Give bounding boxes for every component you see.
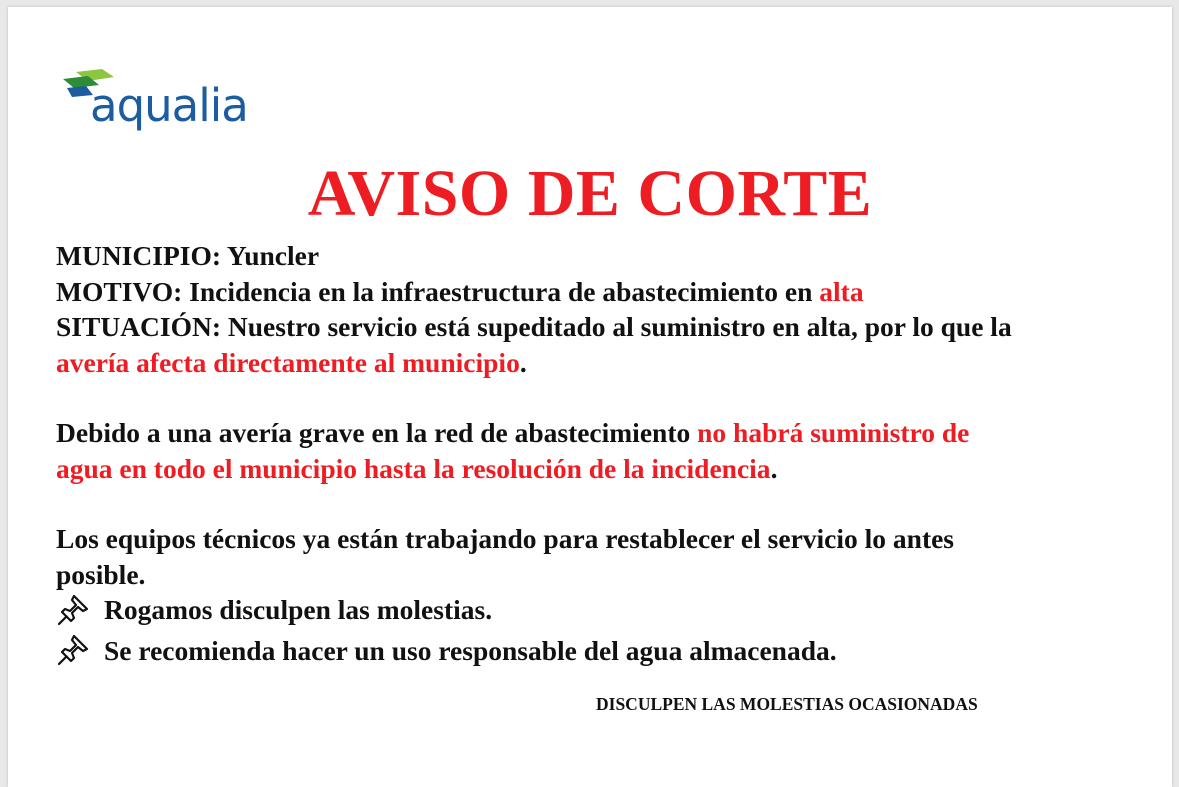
spacer [56, 380, 1136, 415]
municipio-line [56, 238, 1136, 274]
situacion-line-2 [56, 345, 1136, 381]
paragraph-2-line-2: posible. [56, 558, 146, 590]
municipio-value: Yuncler [221, 240, 320, 271]
spacer [56, 486, 1136, 521]
situacion-end: . [519, 346, 527, 378]
situacion-label: SITUACIÓN: [56, 311, 222, 342]
pushpin-icon [56, 593, 90, 627]
notice-body [56, 238, 1136, 668]
motivo-line [56, 274, 1136, 310]
logo-text: aqualia [90, 79, 248, 132]
pushpin-icon [56, 633, 90, 667]
aqualia-logo [58, 65, 258, 145]
motivo-label: MOTIVO: [56, 275, 183, 307]
bullet-item [56, 633, 1136, 669]
paragraph-1-line-1 [56, 415, 1136, 451]
footer-note: DISCULPEN LAS MOLESTIAS OCASIONADAS [596, 694, 978, 714]
notice-title: AVISO DE CORTE [307, 157, 873, 230]
situacion-line [56, 309, 1136, 345]
municipio-label: MUNICIPIO: [56, 240, 221, 271]
situacion-text: Nuestro servicio está supeditado al suministro en alta, por lo que la [221, 311, 1012, 342]
p1-highlight-2: agua en todo el municipio hasta la resolución de la incidencia [56, 452, 771, 484]
p1-end: . [770, 452, 778, 484]
motivo-text: Incidencia en la infraestructura de abastecimiento en [182, 275, 820, 307]
p1-text: Debido a una avería grave en la red de abastecimiento [56, 417, 698, 448]
p1-highlight-1: no habrá suministro de [697, 417, 970, 448]
bullet-item [56, 592, 1136, 628]
situacion-highlight: avería afecta directamente al municipio [56, 346, 520, 378]
motivo-highlight: alta [819, 275, 864, 307]
paragraph-1-line-2 [56, 451, 1136, 487]
bullet-text: Se recomienda hacer un uso responsable del agua almacenada. [104, 634, 837, 666]
paragraph-2-line-1: Los equipos técnicos ya están trabajando para restablecer el servicio lo antes [56, 523, 955, 554]
notice-page [8, 7, 1172, 787]
bullet-text: Rogamos disculpen las molestias. [104, 594, 493, 625]
